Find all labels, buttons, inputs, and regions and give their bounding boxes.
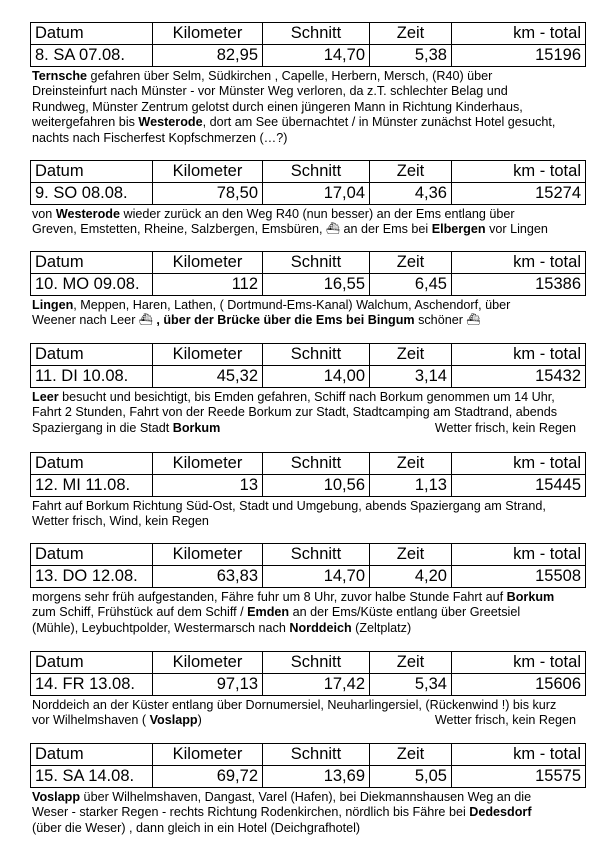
place-name: Westerode xyxy=(138,115,203,130)
header-datum: Datum xyxy=(31,252,153,274)
kilometer-cell: 97,13 xyxy=(153,674,263,696)
entry-note xyxy=(30,298,586,329)
note-text: vor Lingen xyxy=(485,222,548,237)
note-line xyxy=(32,298,586,313)
km-total-cell: 15575 xyxy=(452,766,586,788)
schnitt-cell: 14,70 xyxy=(263,566,370,588)
weather-note: Wetter frisch, kein Regen xyxy=(434,420,576,435)
entry-table xyxy=(30,343,586,388)
note-line xyxy=(32,131,586,146)
schnitt-cell: 14,70 xyxy=(263,45,370,67)
note-line xyxy=(32,790,586,805)
note-line xyxy=(32,605,586,620)
note-text: über Wilhelmshaven, Dangast, Varel (Hafen), bei Diekmannshausen Weg an die xyxy=(80,790,532,804)
header-km-total: km - total xyxy=(452,652,586,674)
header-km-total: km - total xyxy=(452,453,586,475)
note-text: an der Ems bei xyxy=(339,222,432,237)
note-line xyxy=(32,100,586,115)
header-schnitt: Schnitt xyxy=(263,744,370,766)
note-line xyxy=(32,84,586,99)
entry-table xyxy=(30,22,586,67)
schnitt-cell: 14,00 xyxy=(263,366,370,388)
header-datum: Datum xyxy=(31,453,153,475)
place-name: Borkum xyxy=(172,420,221,435)
note-line xyxy=(32,514,586,529)
entry-table xyxy=(30,543,586,588)
header-kilometer: Kilometer xyxy=(153,453,263,475)
schnitt-cell: 17,42 xyxy=(263,674,370,696)
header-row xyxy=(31,453,586,475)
note-text: an der Ems/Küste entlang über Greetsiel xyxy=(289,605,521,620)
note-text: zum Schiff, Frühstück auf dem Schiff / xyxy=(32,605,248,620)
header-kilometer: Kilometer xyxy=(153,652,263,674)
day-cell: 9. SO 08.08. xyxy=(31,183,153,205)
place-name: Westerode xyxy=(55,207,120,221)
note-line xyxy=(32,207,586,222)
log-entry xyxy=(30,160,586,238)
day-cell: 12. MI 11.08. xyxy=(31,475,153,497)
zeit-cell: 5,05 xyxy=(370,766,452,788)
note-text: Greven, Emstetten, Rheine, Salzbergen, Emsbüren, xyxy=(32,222,327,237)
note-line xyxy=(32,621,586,636)
ferry-icon: ⛴ xyxy=(138,314,153,327)
km-total-cell: 15606 xyxy=(452,674,586,696)
header-datum: Datum xyxy=(31,744,153,766)
note-text: von xyxy=(32,207,56,221)
note-text: weitergefahren bis xyxy=(32,115,139,130)
entry-table xyxy=(30,743,586,788)
day-cell: 8. SA 07.08. xyxy=(31,45,153,67)
entry-note xyxy=(30,207,586,238)
note-text: nachts nach Fischerfest Kopfschmerzen (…?) xyxy=(32,130,288,145)
log-entry xyxy=(30,22,586,146)
note-text: ) xyxy=(197,713,202,728)
value-row xyxy=(31,45,586,67)
entry-table xyxy=(30,452,586,497)
header-kilometer: Kilometer xyxy=(153,744,263,766)
header-km-total: km - total xyxy=(452,252,586,274)
entry-table xyxy=(30,160,586,205)
header-kilometer: Kilometer xyxy=(153,161,263,183)
header-schnitt: Schnitt xyxy=(263,344,370,366)
entry-note xyxy=(30,790,586,836)
note-text: , dort am See übernachtet / in Münster zunächst Hotel gesucht, xyxy=(202,115,556,130)
place-name: Ternsche xyxy=(32,69,88,83)
note-line xyxy=(32,115,586,130)
note-line xyxy=(32,421,586,436)
header-schnitt: Schnitt xyxy=(263,652,370,674)
note-text: (über die Weser) , dann gleich in ein Hotel (Deichgrafhotel) xyxy=(32,820,361,835)
zeit-cell: 5,34 xyxy=(370,674,452,696)
kilometer-cell: 82,95 xyxy=(153,45,263,67)
note-text: schöner xyxy=(414,313,467,328)
place-name: Borkum xyxy=(506,590,555,604)
header-row xyxy=(31,252,586,274)
schnitt-cell: 17,04 xyxy=(263,183,370,205)
place-name: Lingen xyxy=(32,298,74,312)
header-kilometer: Kilometer xyxy=(153,252,263,274)
header-row xyxy=(31,23,586,45)
zeit-cell: 5,38 xyxy=(370,45,452,67)
km-total-cell: 15508 xyxy=(452,566,586,588)
header-kilometer: Kilometer xyxy=(153,344,263,366)
note-text: Spaziergang in die Stadt xyxy=(32,420,173,435)
kilometer-cell: 112 xyxy=(153,274,263,296)
note-text: Weener nach Leer xyxy=(32,313,139,328)
km-total-cell: 15274 xyxy=(452,183,586,205)
kilometer-cell: 13 xyxy=(153,475,263,497)
weather-note: Wetter frisch, kein Regen xyxy=(434,713,576,728)
place-name: Elbergen xyxy=(431,222,486,237)
header-km-total: km - total xyxy=(452,544,586,566)
header-zeit: Zeit xyxy=(370,161,452,183)
kilometer-cell: 63,83 xyxy=(153,566,263,588)
header-zeit: Zeit xyxy=(370,453,452,475)
entry-note xyxy=(30,499,586,530)
note-line xyxy=(32,590,586,605)
note-text: besucht und besichtigt, bis Emden gefahren, Schiff nach Borkum genommen um 14 Uhr, xyxy=(58,390,555,404)
note-line xyxy=(32,713,586,728)
header-datum: Datum xyxy=(31,161,153,183)
ferry-icon: ⛴ xyxy=(466,314,481,327)
header-kilometer: Kilometer xyxy=(153,544,263,566)
day-cell: 11. DI 10.08. xyxy=(31,366,153,388)
note-text: Fahrt auf Borkum Richtung Süd-Ost, Stadt und Umgebung, abends Spaziergang am Strand, xyxy=(32,499,546,513)
header-zeit: Zeit xyxy=(370,252,452,274)
note-text: wieder zurück an den Weg R40 (nun besser) an der Ems entlang über xyxy=(119,207,515,221)
kilometer-cell: 69,72 xyxy=(153,766,263,788)
place-name: Norddeich xyxy=(289,620,352,635)
zeit-cell: 1,13 xyxy=(370,475,452,497)
note-text: morgens sehr früh aufgestanden, Fähre fuhr um 8 Uhr, zuvor halbe Stunde Fahrt auf xyxy=(32,590,507,604)
header-zeit: Zeit xyxy=(370,652,452,674)
note-line xyxy=(32,313,586,328)
header-zeit: Zeit xyxy=(370,744,452,766)
header-schnitt: Schnitt xyxy=(263,252,370,274)
header-km-total: km - total xyxy=(452,161,586,183)
place-name: Dedesdorf xyxy=(469,805,532,820)
log-entry xyxy=(30,651,586,729)
day-cell: 14. FR 13.08. xyxy=(31,674,153,696)
note-line xyxy=(32,69,586,84)
entry-note xyxy=(30,590,586,636)
note-text: (Zeltplatz) xyxy=(351,620,412,635)
header-datum: Datum xyxy=(31,23,153,45)
schnitt-cell: 10,56 xyxy=(263,475,370,497)
entry-table xyxy=(30,251,586,296)
zeit-cell: 3,14 xyxy=(370,366,452,388)
place-name: Emden xyxy=(247,605,290,620)
kilometer-cell: 78,50 xyxy=(153,183,263,205)
entry-note xyxy=(30,390,586,436)
value-row xyxy=(31,766,586,788)
header-row xyxy=(31,161,586,183)
day-cell: 10. MO 09.08. xyxy=(31,274,153,296)
value-row xyxy=(31,475,586,497)
place-name: Leer xyxy=(32,390,59,404)
header-datum: Datum xyxy=(31,344,153,366)
note-line xyxy=(32,821,586,836)
km-total-cell: 15386 xyxy=(452,274,586,296)
day-cell: 13. DO 12.08. xyxy=(31,566,153,588)
km-total-cell: 15445 xyxy=(452,475,586,497)
note-text: Dreinsteinfurt nach Münster - vor Münster Weg verloren, da z.T. schlechter Belag und xyxy=(32,84,508,99)
header-schnitt: Schnitt xyxy=(263,23,370,45)
log-entry xyxy=(30,543,586,636)
note-text: (Mühle), Leybuchtpolder, Westermarsch nach xyxy=(32,620,290,635)
entry-note xyxy=(30,69,586,146)
note-line xyxy=(32,390,586,405)
log-entry xyxy=(30,343,586,436)
header-schnitt: Schnitt xyxy=(263,453,370,475)
header-km-total: km - total xyxy=(452,744,586,766)
note-line xyxy=(32,499,586,514)
place-name: , über der Brücke über die Ems bei Bingum xyxy=(152,313,415,328)
note-text: Norddeich an der Küster entlang über Dornumersiel, Neuharlingersiel, (Rückenwind !) bis kurz xyxy=(32,698,557,712)
place-name: Voslapp xyxy=(32,790,81,804)
note-text: Wetter frisch, Wind, kein Regen xyxy=(32,514,209,529)
header-zeit: Zeit xyxy=(370,23,452,45)
ferry-icon: ⛴ xyxy=(326,223,340,236)
header-datum: Datum xyxy=(31,544,153,566)
value-row xyxy=(31,183,586,205)
note-text: Weser - starker Regen - rechts Richtung Rodenkirchen, nördlich bis Fähre bei xyxy=(32,805,470,820)
header-schnitt: Schnitt xyxy=(263,544,370,566)
note-line xyxy=(32,222,586,237)
value-row xyxy=(31,566,586,588)
log-entry xyxy=(30,743,586,836)
schnitt-cell: 13,69 xyxy=(263,766,370,788)
kilometer-cell: 45,32 xyxy=(153,366,263,388)
note-line xyxy=(32,698,586,713)
header-kilometer: Kilometer xyxy=(153,23,263,45)
value-row xyxy=(31,274,586,296)
value-row xyxy=(31,674,586,696)
value-row xyxy=(31,366,586,388)
km-total-cell: 15196 xyxy=(452,45,586,67)
header-row xyxy=(31,344,586,366)
km-total-cell: 15432 xyxy=(452,366,586,388)
header-row xyxy=(31,744,586,766)
note-text: Rundweg, Münster Zentrum gelotst durch einen jüngeren Mann in Richtung Kinderhaus, xyxy=(32,99,523,114)
note-line xyxy=(32,805,586,820)
entry-note xyxy=(30,698,586,729)
note-line xyxy=(32,405,586,420)
note-text: vor Wilhelmshaven ( xyxy=(32,713,150,728)
day-cell: 15. SA 14.08. xyxy=(31,766,153,788)
place-name: Voslapp xyxy=(149,713,198,728)
header-row xyxy=(31,652,586,674)
log-entry xyxy=(30,251,586,329)
note-text: , Meppen, Haren, Lathen, ( Dortmund-Ems-Kanal) Walchum, Aschendorf, über xyxy=(73,298,511,312)
header-zeit: Zeit xyxy=(370,344,452,366)
zeit-cell: 4,36 xyxy=(370,183,452,205)
zeit-cell: 6,45 xyxy=(370,274,452,296)
header-row xyxy=(31,544,586,566)
header-schnitt: Schnitt xyxy=(263,161,370,183)
header-km-total: km - total xyxy=(452,344,586,366)
note-text: Fahrt 2 Stunden, Fahrt von der Reede Borkum zur Stadt, Stadtcamping am Stadtrand, abends xyxy=(32,405,558,420)
zeit-cell: 4,20 xyxy=(370,566,452,588)
header-datum: Datum xyxy=(31,652,153,674)
note-text: gefahren über Selm, Südkirchen , Capelle, Herbern, Mersch, (R40) über xyxy=(87,69,493,83)
header-zeit: Zeit xyxy=(370,544,452,566)
entry-table xyxy=(30,651,586,696)
schnitt-cell: 16,55 xyxy=(263,274,370,296)
log-entry xyxy=(30,452,586,530)
header-km-total: km - total xyxy=(452,23,586,45)
